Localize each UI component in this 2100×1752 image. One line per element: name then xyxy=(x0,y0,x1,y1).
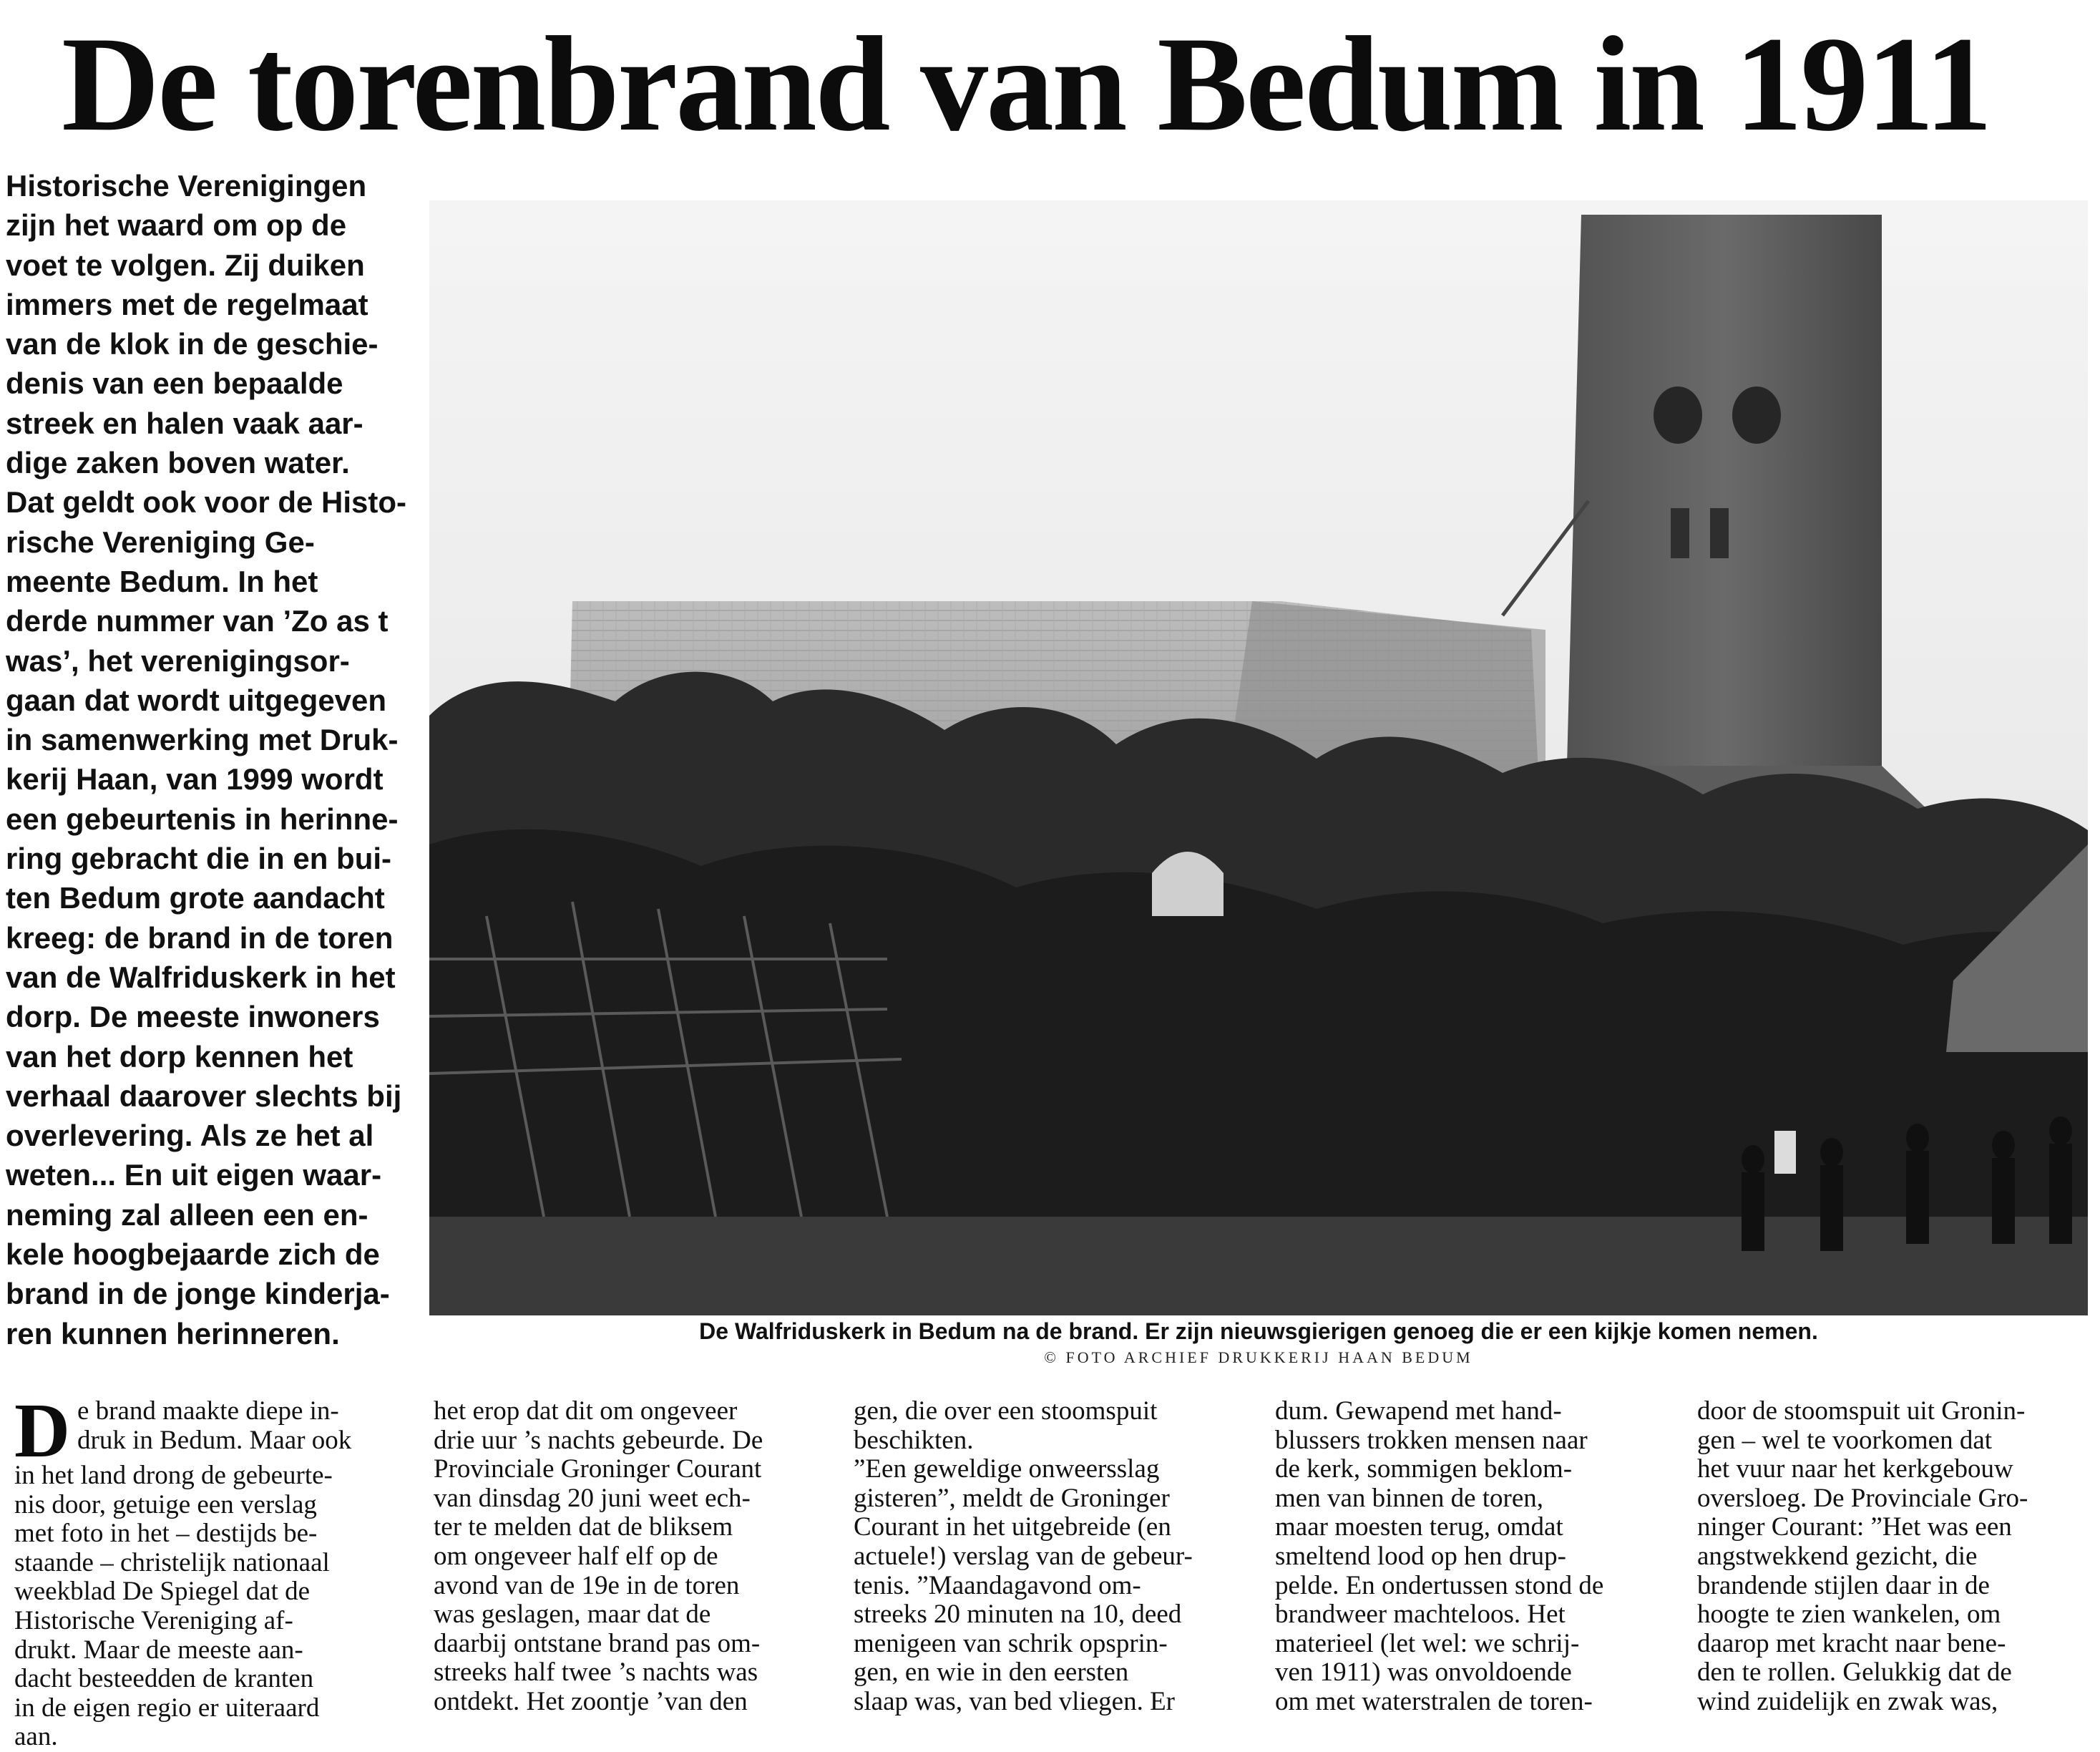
column-5-line: wind zuidelijk en zwak was, xyxy=(1697,1686,1998,1716)
column-3-line: menigeen van schrik opsprin- xyxy=(854,1628,1168,1658)
column-2-line: ontdekt. Het zoontje ’van den xyxy=(434,1686,748,1716)
column-4-line: blussers trokken mensen naar xyxy=(1275,1425,1588,1455)
column-3-line: gen, die over een stoomspuit xyxy=(854,1396,1158,1426)
church-photo xyxy=(429,200,2088,1315)
column-2-line: daarbij ontstane brand pas om- xyxy=(434,1628,761,1658)
column-1-line: in de eigen regio er uiteraard xyxy=(14,1693,320,1723)
article-column-2 xyxy=(434,1397,845,1728)
intro-line: voet te volgen. Zij duiken xyxy=(6,248,365,282)
column-4-line: de kerk, sommigen beklom- xyxy=(1275,1454,1573,1484)
intro-line: zijn het waard om op de xyxy=(6,208,347,243)
intro-line: dorp. De meeste inwoners xyxy=(6,1000,380,1034)
column-4-line: men van binnen de toren, xyxy=(1275,1483,1544,1513)
church-photo-image xyxy=(429,200,2088,1315)
column-5-line: angstwekkend gezicht, die xyxy=(1697,1541,1978,1571)
intro-line: gaan dat wordt uitgegeven xyxy=(6,683,387,717)
intro-line: kele hoogbejaarde zich de xyxy=(6,1237,380,1272)
column-1-line: staande – christelijk nationaal xyxy=(14,1547,330,1577)
photo-credit: © FOTO ARCHIEF DRUKKERIJ HAAN BEDUM xyxy=(1044,1348,1473,1366)
column-5-line: den te rollen. Gelukkig dat de xyxy=(1697,1658,2012,1688)
intro-line: rische Vereniging Ge- xyxy=(6,525,315,559)
column-3-line: tenis. ”Maandagavond om- xyxy=(854,1570,1141,1600)
article-column-1 xyxy=(14,1388,426,1752)
column-1-line: weekblad De Spiegel dat de xyxy=(14,1577,311,1607)
column-5-line: ninger Courant: ”Het was een xyxy=(1697,1512,2012,1542)
column-3-line: actuele!) verslag van de gebeur- xyxy=(854,1541,1193,1571)
intro-paragraph xyxy=(6,166,406,1353)
article-column-5 xyxy=(1697,1397,2094,1728)
column-5-line: door de stoomspuit uit Gronin- xyxy=(1697,1396,2026,1426)
column-1-line: drukt. Maar de meeste aan- xyxy=(14,1635,303,1665)
column-4-line: pelde. En ondertussen stond de xyxy=(1275,1570,1604,1600)
column-1-line: druk in Bedum. Maar ook xyxy=(77,1425,352,1455)
column-3-line: Courant in het uitgebreide (en xyxy=(854,1512,1171,1542)
intro-line: ring gebracht die in en bui- xyxy=(6,842,392,876)
intro-line: een gebeurtenis in herinne- xyxy=(6,802,399,836)
headline: De torenbrand van Bedum in 1911 xyxy=(62,9,1991,160)
column-3-line: streeks 20 minuten na 10, deed xyxy=(854,1600,1182,1630)
intro-line: weten... En uit eigen waar- xyxy=(6,1158,382,1192)
column-5-line: oversloeg. De Provinciale Gro- xyxy=(1697,1483,2028,1513)
article-column-3 xyxy=(854,1397,1265,1728)
column-3-line: beschikten. xyxy=(854,1425,974,1455)
column-4-line: maar moesten terug, omdat xyxy=(1275,1512,1563,1542)
column-1-line: dacht besteedden de kranten xyxy=(14,1664,314,1694)
column-4-line: brandweer machteloos. Het xyxy=(1275,1600,1566,1630)
column-2-line: van dinsdag 20 juni weet ech- xyxy=(434,1483,751,1513)
column-1-line: aan. xyxy=(14,1722,58,1752)
intro-line: kerij Haan, van 1999 wordt xyxy=(6,762,384,797)
intro-line: dige zaken boven water. xyxy=(6,446,350,480)
column-1-line: in het land drong de gebeurte- xyxy=(14,1461,333,1490)
intro-line: kreeg: de brand in de toren xyxy=(6,920,394,955)
column-2-line: drie uur ’s nachts gebeurde. De xyxy=(434,1425,763,1455)
intro-line: meente Bedum. In het xyxy=(6,564,318,598)
column-1-line: nis door, getuige een verslag xyxy=(14,1489,317,1519)
drop-cap: D xyxy=(14,1388,70,1474)
intro-line: verhaal daarover slechts bij xyxy=(6,1079,402,1113)
column-1-line: Historische Vereniging af- xyxy=(14,1605,293,1635)
intro-line: Dat geldt ook voor de Histo- xyxy=(6,485,407,520)
intro-line: van het dorp kennen het xyxy=(6,1039,353,1074)
photo-caption: De Walfriduskerk in Bedum na de brand. Er zijn nieuwsgierigen genoeg die er een kijkje komen nemen. xyxy=(699,1318,1818,1344)
column-5-line: brandende stijlen daar in de xyxy=(1697,1570,1990,1600)
intro-line: van de Walfriduskerk in het xyxy=(6,960,396,994)
intro-line: denis van een bepaalde xyxy=(6,366,343,401)
intro-line: overlevering. Als ze het al xyxy=(6,1119,374,1153)
column-4-line: dum. Gewapend met hand- xyxy=(1275,1396,1562,1426)
column-4-line: ven 1911) was onvoldoende xyxy=(1275,1658,1572,1688)
column-1-line: met foto in het – destijds be- xyxy=(14,1519,318,1549)
column-2-line: Provinciale Groninger Courant xyxy=(434,1454,762,1484)
intro-line: immers met de regelmaat xyxy=(6,287,368,321)
column-1-line: e brand maakte diepe in- xyxy=(77,1396,339,1426)
column-5-line: daarop met kracht naar bene- xyxy=(1697,1628,2006,1658)
column-2-line: ter te melden dat de bliksem xyxy=(434,1512,733,1542)
column-2-line: om ongeveer half elf op de xyxy=(434,1541,718,1571)
column-2-line: avond van de 19e in de toren xyxy=(434,1570,740,1600)
column-2-line: het erop dat dit om ongeveer xyxy=(434,1396,738,1426)
column-3-line: gen, en wie in den eersten xyxy=(854,1658,1129,1688)
column-2-line: streeks half twee ’s nachts was xyxy=(434,1658,758,1688)
column-5-line: hoogte te zien wankelen, om xyxy=(1697,1600,2001,1630)
intro-line: streek en halen vaak aar- xyxy=(6,406,363,440)
column-2-line: was geslagen, maar dat de xyxy=(434,1600,711,1630)
column-3-line: ”Een geweldige onweersslag xyxy=(854,1454,1160,1484)
intro-line: was’, het verenigingsor- xyxy=(6,643,350,678)
column-5-line: gen – wel te voorkomen dat xyxy=(1697,1425,1993,1455)
article-column-4 xyxy=(1275,1397,1686,1728)
intro-line: Historische Verenigingen xyxy=(6,169,367,203)
column-3-line: slaap was, van bed vliegen. Er xyxy=(854,1686,1175,1716)
column-3-line: gisteren”, meldt de Groninger xyxy=(854,1483,1170,1513)
column-4-line: smeltend lood op hen drup- xyxy=(1275,1541,1566,1571)
intro-line: brand in de jonge kinderja- xyxy=(6,1277,390,1311)
intro-line: van de klok in de geschie- xyxy=(6,327,379,361)
intro-line: derde nummer van ’Zo as t xyxy=(6,604,389,638)
intro-line: neming zal alleen een en- xyxy=(6,1197,368,1232)
column-4-line: materieel (let wel: we schrij- xyxy=(1275,1628,1580,1658)
intro-line: in samenwerking met Druk- xyxy=(6,723,399,757)
intro-line: ren kunnen herinneren. xyxy=(6,1316,340,1350)
column-4-line: om met waterstralen de toren- xyxy=(1275,1686,1593,1716)
intro-line: ten Bedum grote aandacht xyxy=(6,881,385,915)
column-5-line: het vuur naar het kerkgebouw xyxy=(1697,1454,2013,1484)
